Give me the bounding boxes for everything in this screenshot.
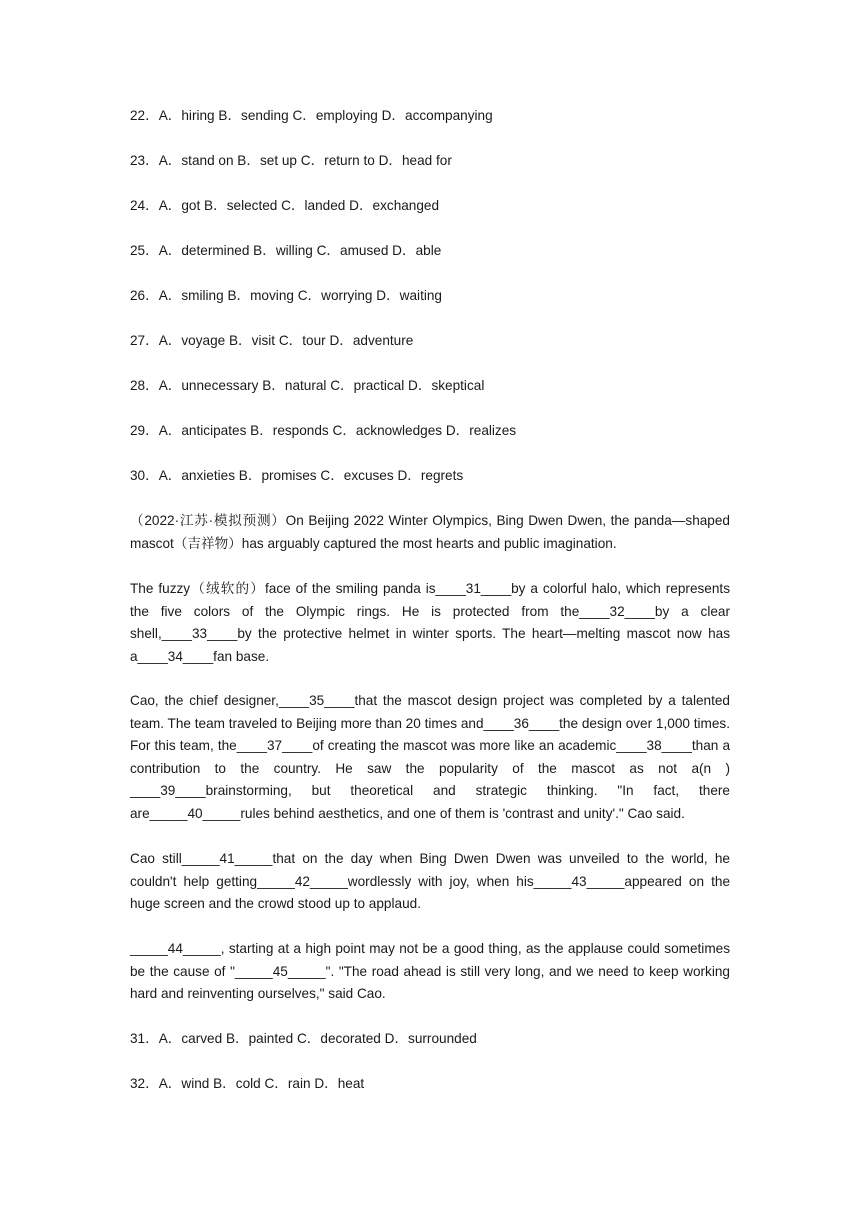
question-25: 25．A．determined B．willing C．amused D．able bbox=[130, 243, 442, 258]
question-29: 29．A．anticipates B．responds C．acknowledges D．realizes bbox=[130, 423, 517, 438]
question-27: 27．A．voyage B．visit C．tour D．adventure bbox=[130, 333, 414, 348]
passage-paragraph-3: Cao still_____41_____that on the day when Bing Dwen Dwen was unveiled to the world, he couldn't help getting_____42_____wordlessly with joy, when his_____43_____appeared on the huge screen and the crowd stood up to applaud. bbox=[130, 851, 730, 911]
question-24: 24．A．got B．selected C．landed D．exchanged bbox=[130, 198, 440, 213]
passage-paragraph-4: _____44_____, starting at a high point may not be a good thing, as the applause could sometimes be the cause of "_____45_____". "The road ahead is still very long, and we need to keep working hard and reinventing ourselves," said Cao. bbox=[130, 941, 730, 1001]
question-32: 32．A．wind B．cold C．rain D．heat bbox=[130, 1076, 365, 1091]
question-23: 23．A．stand on B．set up C．return to D．head for bbox=[130, 153, 452, 168]
question-30: 30．A．anxieties B．promises C．excuses D．regrets bbox=[130, 468, 464, 483]
question-28: 28．A．unnecessary B．natural C．practical D．skeptical bbox=[130, 378, 485, 393]
passage-paragraph-1: The fuzzy（绒软的）face of the smiling panda is____31____by a colorful halo, which represents the five colors of the Olympic rings. He is protected from the____32____by a clear shell,____33____by the protective helmet in winter sports. The heart—melting mascot now has a____34____fan base. bbox=[130, 581, 730, 664]
question-31: 31．A．carved B．painted C．decorated D．surrounded bbox=[130, 1031, 477, 1046]
question-22: 22．A．hiring B．sending C．employing D．accompanying bbox=[130, 108, 493, 123]
passage-intro: （2022·江苏·模拟预测）On Beijing 2022 Winter Olympics, Bing Dwen Dwen, the panda—shaped mascot（吉祥物）has arguably captured the most hearts and public imagination. bbox=[130, 513, 730, 551]
passage-paragraph-2: Cao, the chief designer,____35____that the mascot design project was completed by a talented team. The team traveled to Beijing more than 20 times and____36____the design over 1,000 times. For this team, the____37____of creating the mascot was more like an academic____38____than a contribution to the country. He saw the popularity of the mascot as not a(n ) ____39____brainstorming, but theoretical and strategic thinking. "In fact, there are_____40_____rules behind aesthetics, and one of them is 'contrast and unity'." Cao said. bbox=[130, 693, 730, 821]
question-26: 26．A．smiling B．moving C．worrying D．waiting bbox=[130, 288, 442, 303]
